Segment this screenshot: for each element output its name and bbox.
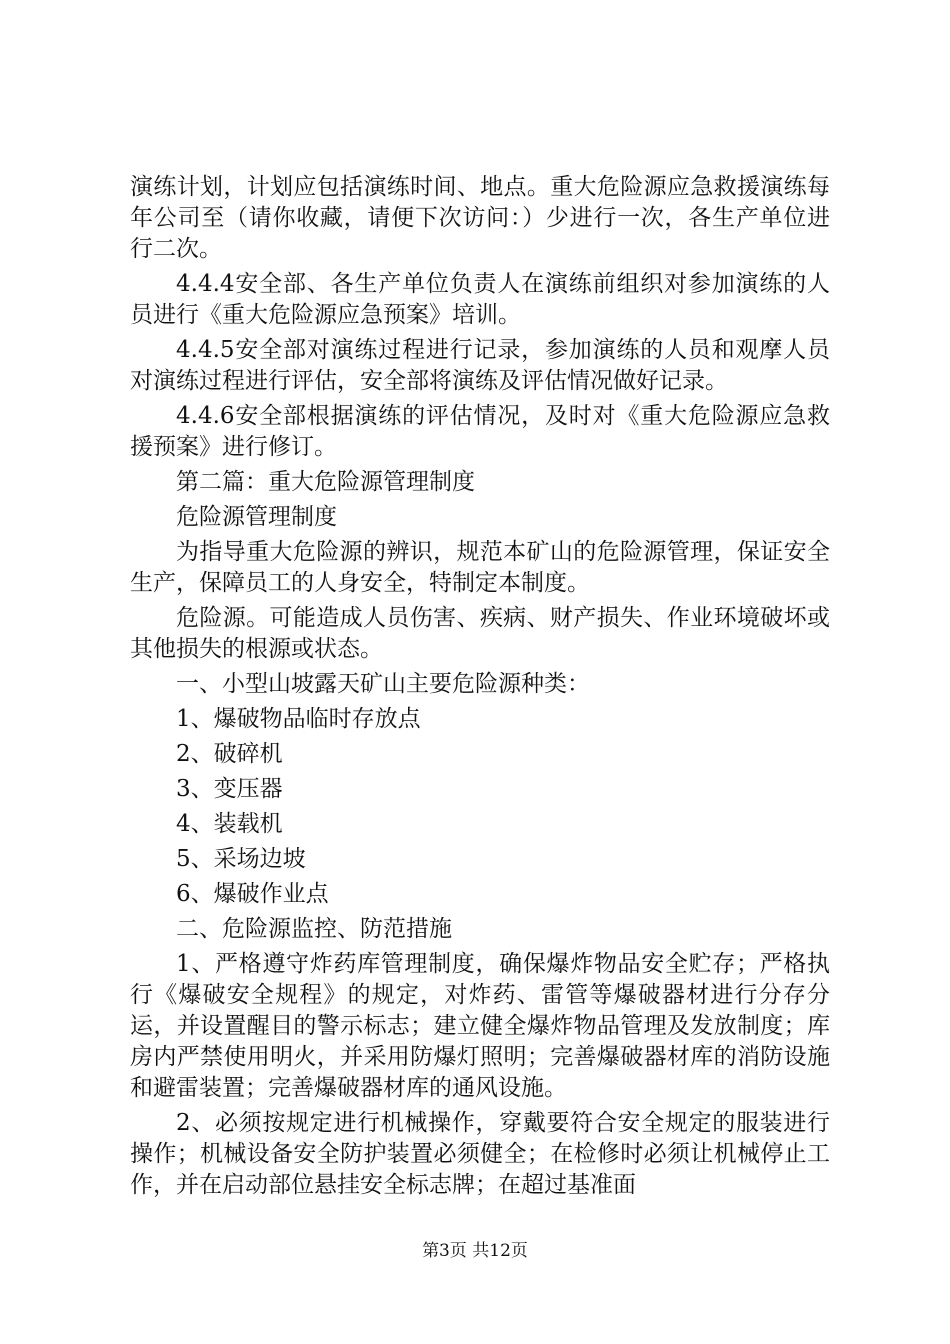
paragraph-5: 为指导重大危险源的辨识，规范本矿山的危险源管理，保证安全生产，保障员工的人身安全，特制定本制度。 xyxy=(130,539,830,596)
paragraph-2: 4.4.4安全部、各生产单位负责人在演练前组织对参加演练的人员进行《重大危险源应急预案》培训。 xyxy=(130,271,830,328)
list-item: 5、采场边坡 xyxy=(176,846,306,872)
paragraph-1: 演练计划，计划应包括演练时间、地点。重大危险源应急救援演练每年公司至（请你收藏，请便下次访问：）少进行一次，各生产单位进行二次。 xyxy=(130,174,830,262)
list-item: 2、破碎机 xyxy=(176,741,283,767)
list-item: 1、爆破物品临时存放点 xyxy=(176,706,421,732)
list-heading-2: 二、危险源监控、防范措施 xyxy=(176,916,452,942)
section-subheading: 危险源管理制度 xyxy=(176,504,337,530)
list-item: 4、装载机 xyxy=(176,811,283,837)
list-heading-1: 一、小型山坡露天矿山主要危险源种类： xyxy=(176,671,590,697)
page-number: 第3页 共12页 xyxy=(422,1241,528,1261)
paragraph-3: 4.4.5安全部对演练过程进行记录，参加演练的人员和观摩人员对演练过程进行评估，安全部将演练及评估情况做好记录。 xyxy=(130,337,830,394)
paragraph-4: 4.4.6安全部根据演练的评估情况，及时对《重大危险源应急救援预案》进行修订。 xyxy=(130,403,830,460)
paragraph-6: 危险源。可能造成人员伤害、疾病、财产损失、作业环境破坏或其他损失的根源或状态。 xyxy=(130,605,830,662)
section-heading: 第二篇：重大危险源管理制度 xyxy=(176,469,475,495)
list-item: 6、爆破作业点 xyxy=(176,881,329,907)
list-item: 3、变压器 xyxy=(176,776,283,802)
paragraph-7: 1、严格遵守炸药库管理制度，确保爆炸物品安全贮存；严格执行《爆破安全规程》的规定，对炸药、雷管等爆破器材进行分存分运，并设置醒目的警示标志；建立健全爆炸物品管理及发放制度；库房内严禁使用明火，并采用防爆灯照明；完善爆破器材库的消防设施和避雷装置；完善爆破器材库的通风设施。 xyxy=(130,951,830,1101)
body-text xyxy=(130,172,830,1205)
paragraph-8: 2、必须按规定进行机械操作，穿戴要符合安全规定的服装进行操作；机械设备安全防护装置必须健全；在检修时必须让机械停止工作，并在启动部位悬挂安全标志牌；在超过基准面 xyxy=(130,1110,830,1198)
